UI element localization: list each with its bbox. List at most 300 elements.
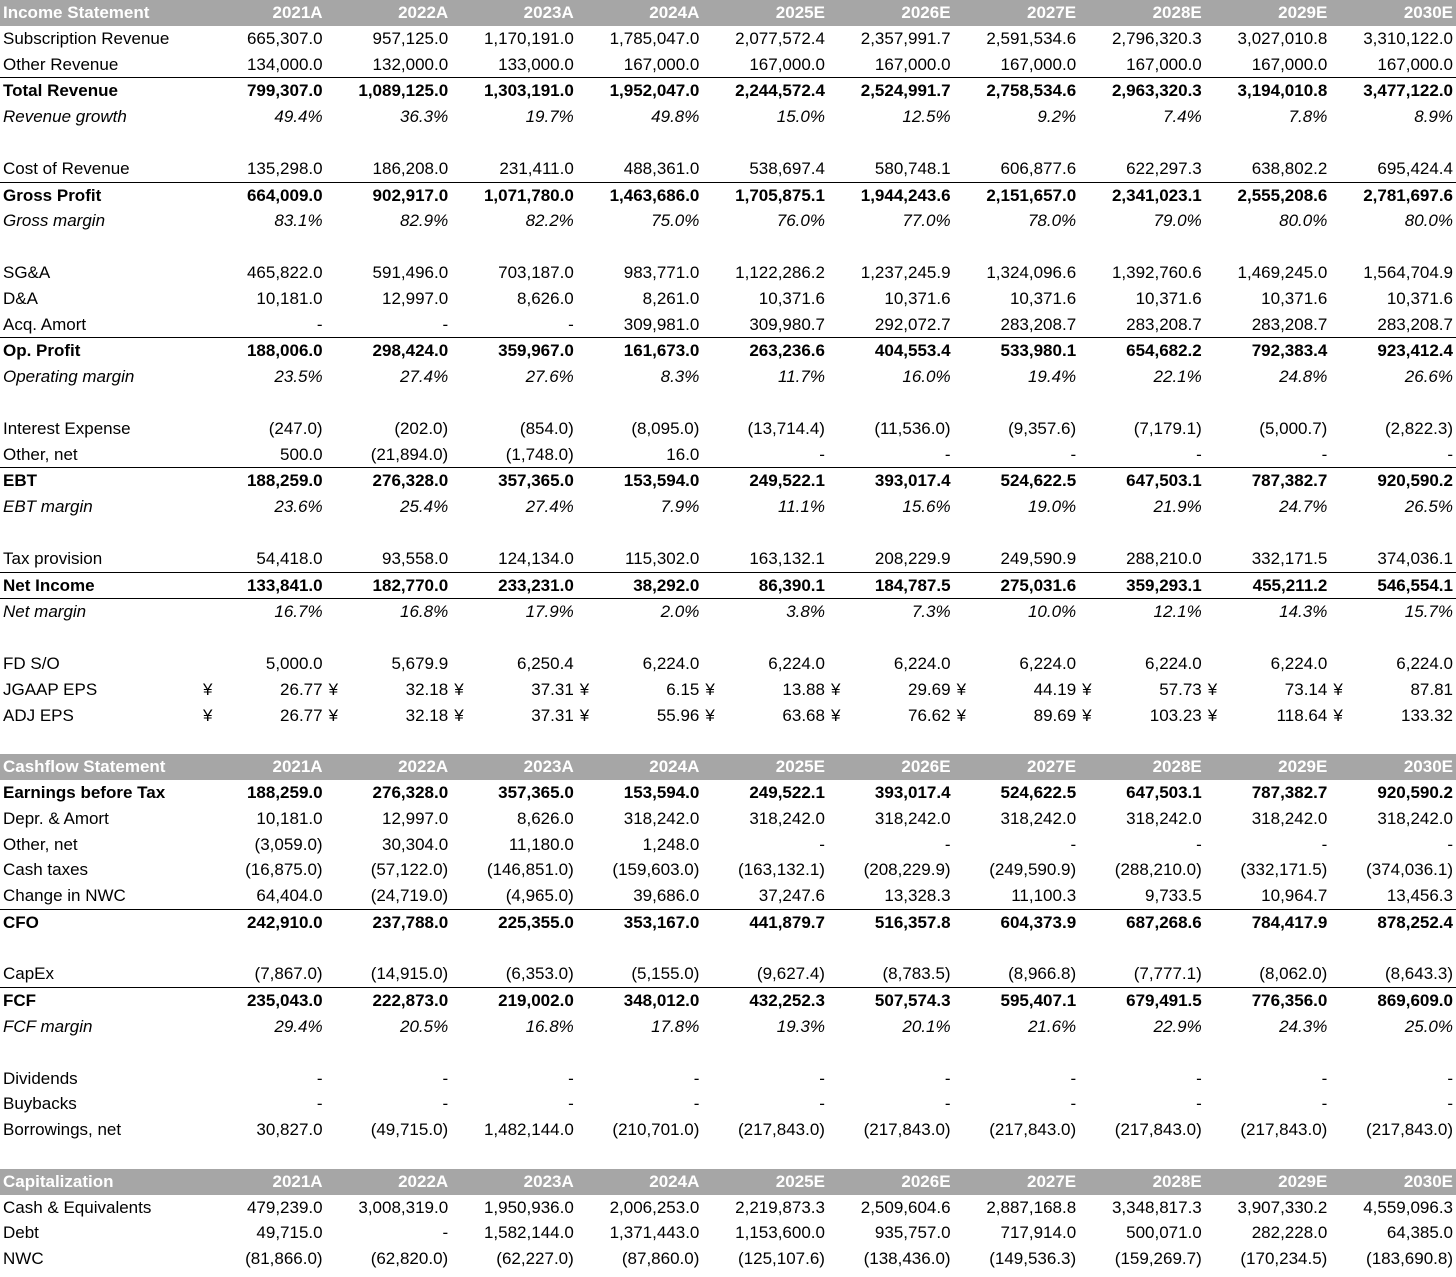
spacer-row [0,390,1456,416]
value-cell: 869,609.0 [1330,988,1456,1014]
value-cell: 16.0% [902,367,951,387]
value-cell: 5,000.0 [265,653,323,673]
value-cell: 776,356.0 [1205,988,1331,1014]
value-cell: 82.2% [525,211,574,231]
currency-symbol: ¥ [454,679,464,699]
table-row [0,182,1456,208]
row-label: Acq. Amort [3,314,87,334]
value-cell: 654,682.2 [1079,338,1205,364]
value-cell: 17.9% [451,599,577,625]
value-cell: 2,006,253.0 [609,1197,700,1217]
row-label: Cost of Revenue [3,158,130,178]
table-row [0,1220,1456,1246]
value-cell: 283,208.7 [1000,314,1077,334]
value-text: 57.73 [1159,679,1202,699]
value-cell: 30,304.0 [382,834,449,854]
value-text: 37.31 [531,679,574,699]
value-cell: (81,866.0) [245,1249,323,1269]
value-cell: 49.8% [651,107,700,127]
value-cell: 2,781,697.6 [1330,182,1456,208]
table-row [0,364,1456,390]
value-cell: (149,536.3) [989,1249,1077,1269]
value-cell: 647,503.1 [1079,468,1205,494]
value-cell: 231,411.0 [499,158,574,178]
value-cell: 93,558.0 [382,548,449,568]
value-cell: 606,877.6 [1000,158,1077,178]
value-cell: 799,307.0 [200,78,326,104]
value-cell: 15.7% [1330,599,1456,625]
value-cell: - [1321,834,1328,854]
value-cell: 249,522.1 [702,468,828,494]
value-cell: 8.3% [660,367,700,387]
value-cell: 49,715.0 [256,1223,323,1243]
value-cell: 6,224.0 [642,653,700,673]
currency-symbol: ¥ [454,705,464,725]
value-cell: 83.1% [274,211,323,231]
value-cell: 318,242.0 [1251,808,1328,828]
table-row [0,677,1456,703]
value-cell: 77.0% [902,211,951,231]
value-text: 63.68 [782,705,825,725]
currency-symbol: ¥ [579,705,590,725]
value-cell: 167,000.0 [1251,54,1328,74]
value-cell: - [1070,1068,1077,1088]
currency-symbol: ¥ [579,679,590,699]
value-cell: 184,787.5 [828,572,954,599]
value-cell: 935,757.0 [874,1223,951,1243]
value-cell: 393,017.4 [874,782,951,802]
value-cell: 923,412.4 [1330,338,1456,364]
currency-symbol: ¥ [1082,705,1092,725]
value-cell: (3,059.0) [254,834,323,854]
value-cell: 6,250.4 [517,653,574,673]
table-row [0,883,1456,909]
value-cell: (8,783.5) [882,964,951,984]
value-cell: 2.0% [577,599,703,625]
value-cell: 12.1% [1079,599,1205,625]
value-cell: - [1321,1094,1328,1114]
value-cell: 6,224.0 [1145,653,1202,673]
value-cell: 26.6% [1404,367,1453,387]
value-cell: (49,715.0) [370,1120,449,1140]
value-cell: 787,382.7 [1251,782,1328,802]
value-cell: 6,224.0 [1019,653,1077,673]
value-cell: 1,122,286.2 [735,262,825,282]
value-cell: - [1447,1068,1453,1088]
value-cell: 188,259.0 [246,782,323,802]
value-cell: 1,170,191.0 [483,28,574,48]
row-label: Gross margin [3,211,106,231]
value-cell: 37,247.6 [758,886,825,906]
value-cell: 3,194,010.8 [1205,78,1331,104]
row-label: Net margin [0,599,200,625]
value-cell: 16.8% [326,599,452,625]
value-cell: 479,239.0 [246,1197,323,1217]
table-row [0,961,1456,987]
value-cell: (183,690.8) [1366,1249,1453,1269]
value-cell: 787,382.7 [1205,468,1331,494]
table-row [0,651,1456,677]
value-cell: 580,748.1 [874,158,951,178]
section-header-row [0,754,1456,780]
value-cell: 3.8% [702,599,828,625]
value-cell: - [944,444,951,464]
value-cell: (8,062.0) [1259,964,1328,984]
value-cell: 500.0 [280,444,323,464]
value-cell [1079,677,1205,703]
row-label: Subscription Revenue [3,28,170,48]
value-cell: (217,843.0) [1240,1120,1328,1140]
value-cell: 233,231.0 [451,572,577,599]
spacer-row [0,625,1456,651]
value-cell: 10,371.6 [1261,288,1328,308]
value-cell: 1,950,936.0 [483,1197,574,1217]
value-cell: (24,719.0) [370,886,449,906]
value-cell: - [819,444,825,464]
value-text: 29.69 [908,679,951,699]
row-label: CFO [0,909,200,935]
value-cell: 10,371.6 [1135,288,1202,308]
value-cell: 20.1% [902,1017,951,1037]
value-cell: 717,914.0 [1000,1223,1077,1243]
value-cell: 27.4% [525,497,574,517]
table-row [0,468,1456,494]
value-cell: (7,867.0) [254,964,323,984]
value-cell: 2,887,168.8 [986,1197,1077,1217]
value-cell: 263,236.6 [702,338,828,364]
value-cell: (9,357.6) [1008,418,1077,438]
year-header: 2022A [326,754,452,780]
value-cell: (217,843.0) [1366,1120,1453,1140]
value-cell: - [1070,834,1077,854]
value-cell: 16.8% [525,1017,574,1037]
value-cell: 167,000.0 [749,54,825,74]
value-cell: 153,594.0 [623,782,700,802]
value-cell: 957,125.0 [372,28,449,48]
value-cell: - [1447,1094,1453,1114]
value-cell [1330,677,1456,703]
value-cell: 13,328.3 [884,886,951,906]
value-cell: 19.3% [776,1017,825,1037]
spacer-row [0,1143,1456,1169]
value-cell: 679,491.5 [1079,988,1205,1014]
value-cell: (217,843.0) [863,1120,951,1140]
year-header: 2026E [828,754,954,780]
value-cell: (57,122.0) [370,860,449,880]
spacer-cell [0,234,1456,260]
value-cell: 7.9% [660,497,700,517]
value-cell [200,677,326,703]
value-cell: (16,875.0) [245,860,323,880]
table-row [0,260,1456,286]
spacer-row [0,728,1456,754]
spacer-cell [0,1143,1456,1169]
value-cell: - [316,1068,323,1088]
value-cell: 465,822.0 [246,262,323,282]
value-text: 26.77 [280,679,323,699]
table-row [0,156,1456,182]
value-cell: 309,981.0 [623,314,700,334]
value-cell: 488,361.0 [623,158,700,178]
value-cell: - [442,1094,449,1114]
value-cell: 15.6% [902,497,951,517]
value-cell: 332,171.5 [1251,548,1328,568]
value-cell: 2,509,604.6 [860,1197,951,1217]
value-cell [702,677,828,703]
value-text: 87.81 [1410,679,1453,699]
value-cell: 75.0% [651,211,700,231]
value-text: 44.19 [1033,679,1077,699]
value-cell: 12.5% [902,107,951,127]
value-cell: 10,371.6 [1009,288,1077,308]
table-row [0,806,1456,832]
row-label: Borrowings, net [3,1120,122,1140]
value-cell: - [1196,834,1202,854]
value-cell: 353,167.0 [577,909,703,935]
value-cell: - [1321,1068,1328,1088]
value-cell: 27.4% [399,367,449,387]
table-row [0,286,1456,312]
value-cell: 6,224.0 [1270,653,1328,673]
value-cell: 2,151,657.0 [954,182,1080,208]
value-cell: 703,187.0 [498,262,574,282]
value-cell: 10.0% [954,599,1080,625]
table-row [0,780,1456,806]
value-cell: 132,000.0 [372,54,449,74]
year-header: 2024A [577,1169,703,1195]
value-cell: 538,697.4 [749,158,825,178]
value-cell: 11,100.3 [1011,886,1077,906]
row-label: EBT margin [3,497,93,517]
row-label: Interest Expense [3,418,131,438]
value-cell: 21.6% [1027,1017,1077,1037]
value-cell: (288,210.0) [1114,860,1202,880]
value-cell: - [442,1068,449,1088]
value-cell: 3,348,817.3 [1111,1197,1202,1217]
value-cell: (210,701.0) [612,1120,700,1140]
row-label: Buybacks [3,1094,77,1114]
year-header: 2021A [200,0,326,26]
value-cell: (159,269.7) [1114,1249,1202,1269]
value-cell: 507,574.3 [828,988,954,1014]
value-cell: 161,673.0 [577,338,703,364]
row-label: Dividends [3,1068,78,1088]
value-cell: 2,758,534.6 [954,78,1080,104]
value-cell: (217,843.0) [1114,1120,1202,1140]
value-cell: - [819,834,825,854]
row-label: CapEx [3,964,55,984]
value-cell [1205,703,1331,729]
value-cell: 19.0% [1027,497,1077,517]
value-cell: 249,590.9 [1000,548,1077,568]
value-text: 89.69 [1033,705,1077,725]
value-cell: 1,237,245.9 [860,262,951,282]
value-cell: (14,915.0) [370,964,449,984]
value-cell: 524,622.5 [954,468,1080,494]
value-cell: 153,594.0 [577,468,703,494]
value-cell: 182,770.0 [326,572,452,599]
spacer-cell [0,936,1456,962]
value-cell: (8,643.3) [1384,964,1453,984]
value-cell [326,703,452,729]
currency-symbol: ¥ [203,679,213,699]
value-text: 32.18 [405,705,449,725]
value-cell: (62,227.0) [496,1249,574,1269]
value-cell: 49.4% [274,107,323,127]
value-cell: - [819,1094,825,1114]
value-text: 73.14 [1284,679,1328,699]
value-cell: 4,559,096.3 [1363,1197,1453,1217]
value-cell: 2,591,534.6 [986,28,1077,48]
table-row [0,78,1456,104]
value-cell [1079,703,1205,729]
year-header: 2023A [451,754,577,780]
value-cell: 638,802.2 [1251,158,1328,178]
value-cell: - [1070,444,1077,464]
value-cell: 23.6% [274,497,323,517]
value-cell: 8,261.0 [642,288,700,308]
value-cell: 6,224.0 [1396,653,1453,673]
value-cell: 188,259.0 [200,468,326,494]
year-header: 2030E [1330,1169,1456,1195]
value-cell: 167,000.0 [623,54,700,74]
value-cell: 393,017.4 [828,468,954,494]
value-cell: 27.6% [525,367,574,387]
value-cell: 441,879.7 [702,909,828,935]
value-cell: 2,077,572.4 [735,28,825,48]
value-cell: 665,307.0 [246,28,323,48]
year-header: 2024A [577,754,703,780]
value-cell: (247.0) [268,418,323,438]
year-header: 2026E [828,0,954,26]
value-cell: 163,132.1 [749,548,825,568]
value-cell: 54,418.0 [256,548,323,568]
value-cell: (8,966.8) [1008,964,1077,984]
value-cell: 7.4% [1163,107,1202,127]
value-cell: 298,424.0 [326,338,452,364]
value-cell: 524,622.5 [1000,782,1077,802]
table-row [0,546,1456,572]
value-cell: (217,843.0) [738,1120,825,1140]
value-cell: 167,000.0 [1000,54,1077,74]
value-cell: 357,365.0 [451,468,577,494]
row-label: FD S/O [3,653,60,673]
year-header: 2028E [1079,754,1205,780]
value-cell: 10,181.0 [256,808,323,828]
currency-symbol: ¥ [1207,705,1218,725]
spacer-row [0,936,1456,962]
value-cell: 3,310,122.0 [1363,28,1453,48]
value-cell: (11,536.0) [874,418,951,438]
value-cell: 13,456.3 [1386,886,1453,906]
value-cell: (21,894.0) [370,444,449,464]
value-cell: 1,482,144.0 [483,1120,574,1140]
value-cell: - [1196,1094,1202,1114]
value-cell: 283,208.7 [1377,314,1453,334]
value-cell: 878,252.4 [1330,909,1456,935]
value-cell: 64,404.0 [256,886,323,906]
currency-symbol: ¥ [1333,679,1343,699]
value-cell: 20.5% [399,1017,449,1037]
year-header: 2024A [577,0,703,26]
table-row [0,1066,1456,1092]
row-label: EBT [0,468,200,494]
value-cell: 135,298.0 [246,158,323,178]
value-cell: 76.0% [776,211,825,231]
row-label: Cash & Equivalents [3,1197,152,1217]
value-cell: 695,424.4 [1377,158,1453,178]
value-cell: 983,771.0 [623,262,700,282]
value-cell: 516,357.8 [828,909,954,935]
value-cell: 2,244,572.4 [702,78,828,104]
currency-symbol: ¥ [956,679,967,699]
row-label: FCF margin [3,1017,93,1037]
value-cell: 8.9% [1414,107,1453,127]
value-cell: (6,353.0) [505,964,574,984]
section-header-row [0,1169,1456,1195]
value-cell: - [1447,834,1453,854]
spacer-row [0,520,1456,546]
spacer-row [0,1040,1456,1066]
value-cell: 167,000.0 [1126,54,1202,74]
value-cell: 16.7% [200,599,326,625]
row-label: Net Income [0,572,200,599]
value-cell: - [1321,444,1328,464]
value-cell: (2,822.3) [1384,418,1453,438]
value-cell: - [1070,1094,1077,1114]
value-cell: 1,463,686.0 [577,182,703,208]
value-cell: (5,000.7) [1259,418,1328,438]
value-cell: - [1196,1068,1202,1088]
value-cell: 1,564,704.9 [1363,262,1453,282]
row-label: Op. Profit [0,338,200,364]
year-header: 2028E [1079,0,1205,26]
value-cell: (7,777.1) [1133,964,1202,984]
value-cell: 249,522.1 [749,782,825,802]
value-cell: 359,967.0 [451,338,577,364]
value-cell: 225,355.0 [451,909,577,935]
value-cell: 1,785,047.0 [609,28,700,48]
value-cell: (163,132.1) [738,860,825,880]
row-label: ADJ EPS [3,705,74,725]
value-cell: (249,590.9) [989,860,1077,880]
value-cell: 1,371,443.0 [609,1223,700,1243]
table-row [0,857,1456,883]
value-cell: 604,373.9 [954,909,1080,935]
table-row [0,1014,1456,1040]
table-row [0,442,1456,468]
value-cell: 687,268.6 [1079,909,1205,935]
value-cell: 664,009.0 [200,182,326,208]
value-cell: 10,371.6 [1386,288,1453,308]
value-cell: 7.3% [828,599,954,625]
value-cell: 25.0% [1404,1017,1453,1037]
value-cell: 318,242.0 [749,808,825,828]
section-title: Income Statement [0,0,200,26]
value-cell: 784,417.9 [1205,909,1331,935]
currency-symbol: ¥ [1207,679,1218,699]
value-cell: 222,873.0 [326,988,452,1014]
value-cell [954,677,1080,703]
row-label: SG&A [3,262,51,282]
year-header: 2029E [1205,754,1331,780]
year-header: 2027E [954,1169,1080,1195]
value-cell: 15.0% [776,107,825,127]
row-label: Revenue growth [3,107,127,127]
currency-symbol: ¥ [956,705,967,725]
value-cell: 1,071,780.0 [451,182,577,208]
value-cell: - [693,1068,700,1088]
